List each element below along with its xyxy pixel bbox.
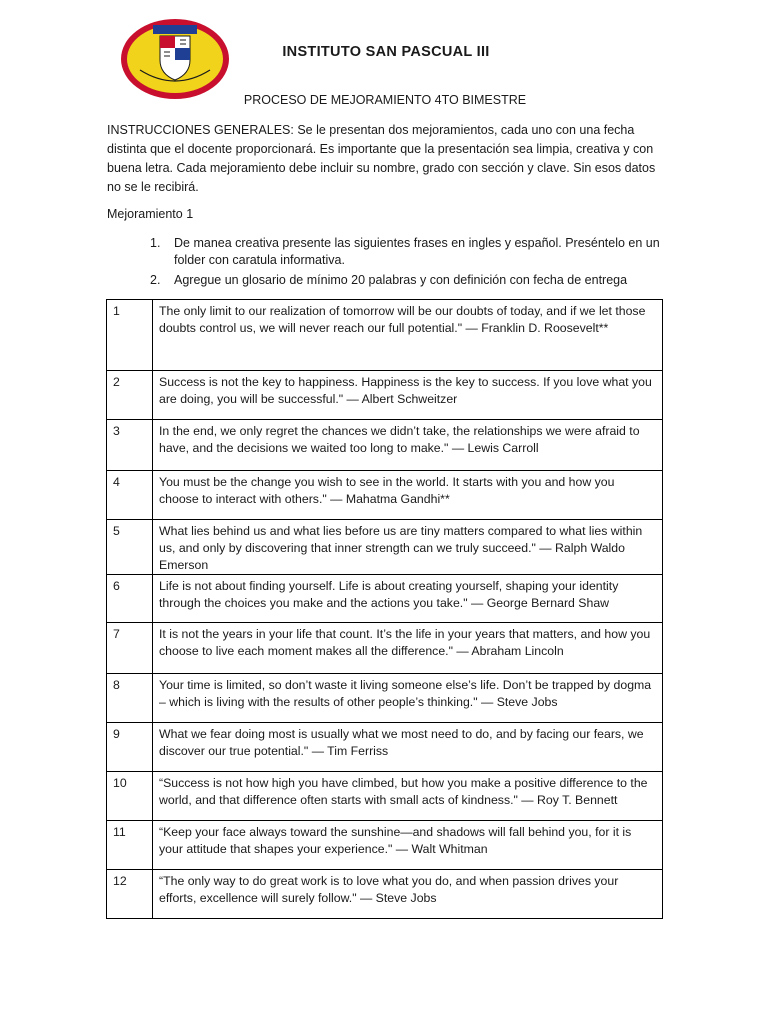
school-crest-logo — [120, 18, 230, 100]
table-row — [107, 674, 663, 723]
task-text: Agregue un glosario de mínimo 20 palabras y con definición con fecha de entrega — [174, 273, 628, 287]
general-instructions: INSTRUCCIONES GENERALES: Se le presentan dos mejoramientos, cada uno con una fecha distinta que el docente proporcionará. Es importante que la presentación sea limpia, creativa y con buena letra. Cada mejoramiento debe incluir su nombre, grado con sección y clave. Sin esos datos no se le recibirá. — [107, 123, 656, 194]
table-row — [107, 471, 663, 520]
quote-text: You must be the change you wish to see in the world. It starts with you and how you choose to interact with others." — Mahatma Gandhi** — [153, 471, 663, 520]
table-row — [107, 772, 663, 821]
quote-text: It is not the years in your life that count. It’s the life in your years that matters, and how you choose to live each moment makes all the difference." — Abraham Lincoln — [153, 623, 663, 674]
quote-text: What we fear doing most is usually what we most need to do, and by facing our fears, we discover our true potential." — Tim Ferriss — [153, 723, 663, 772]
table-row — [107, 723, 663, 772]
quote-number: 12 — [107, 870, 153, 919]
table-row — [107, 575, 663, 623]
quote-number: 2 — [107, 371, 153, 420]
table-row — [107, 300, 663, 371]
table-row — [107, 420, 663, 471]
task-item — [150, 235, 662, 269]
quotes-table — [106, 299, 663, 919]
quote-number: 8 — [107, 674, 153, 723]
table-row — [107, 520, 663, 575]
institution-title: INSTITUTO SAN PASCUAL III — [282, 44, 490, 60]
quote-text: The only limit to our realization of tomorrow will be our doubts of today, and if we let those doubts control us, we will never reach our full potential." — Franklin D. Roosevelt** — [153, 300, 663, 371]
quote-text: Life is not about finding yourself. Life is about creating yourself, shaping your identity through the choices you make and the actions you take." — George Bernard Shaw — [153, 575, 663, 623]
task-number: 1. — [150, 236, 161, 250]
quote-text: Your time is limited, so don’t waste it living someone else’s life. Don’t be trapped by dogma – which is living with the results of other people’s thinking." — Steve Jobs — [153, 674, 663, 723]
quote-number: 9 — [107, 723, 153, 772]
quote-text: “The only way to do great work is to love what you do, and when passion drives your efforts, excellence will surely follow." — Steve Jobs — [153, 870, 663, 919]
quote-number: 6 — [107, 575, 153, 623]
quote-number: 4 — [107, 471, 153, 520]
table-row — [107, 371, 663, 420]
table-row — [107, 623, 663, 674]
section-label-mejoramiento-1: Mejoramiento 1 — [107, 207, 194, 221]
quote-text: What lies behind us and what lies before us are tiny matters compared to what lies within us, and only by discovering that inner strength can we truly succeed." — Ralph Waldo Emerson — [153, 520, 663, 575]
quote-number: 11 — [107, 821, 153, 870]
task-text: De manea creativa presente las siguientes frases en ingles y español. Preséntelo en un folder con caratula informativa. — [174, 236, 660, 267]
quote-text: Success is not the key to happiness. Happiness is the key to success. If you love what you are doing, you will be successful." — Albert Schweitzer — [153, 371, 663, 420]
task-list — [150, 235, 662, 292]
task-item — [150, 272, 662, 289]
table-row — [107, 870, 663, 919]
quote-number: 5 — [107, 520, 153, 575]
quote-number: 10 — [107, 772, 153, 821]
quote-text: “Success is not how high you have climbed, but how you make a positive difference to the world, and that difference often starts with small acts of kindness." — Roy T. Bennett — [153, 772, 663, 821]
quote-number: 3 — [107, 420, 153, 471]
task-number: 2. — [150, 273, 161, 287]
quote-text: “Keep your face always toward the sunshine—and shadows will fall behind you, for it is your attitude that shapes your experience." — Walt Whitman — [153, 821, 663, 870]
quote-text: In the end, we only regret the chances we didn’t take, the relationships we were afraid to have, and the decisions we waited too long to make." — Lewis Carroll — [153, 420, 663, 471]
process-title: PROCESO DE MEJORAMIENTO 4TO BIMESTRE — [243, 93, 527, 107]
quote-number: 7 — [107, 623, 153, 674]
table-row — [107, 821, 663, 870]
quote-number: 1 — [107, 300, 153, 371]
